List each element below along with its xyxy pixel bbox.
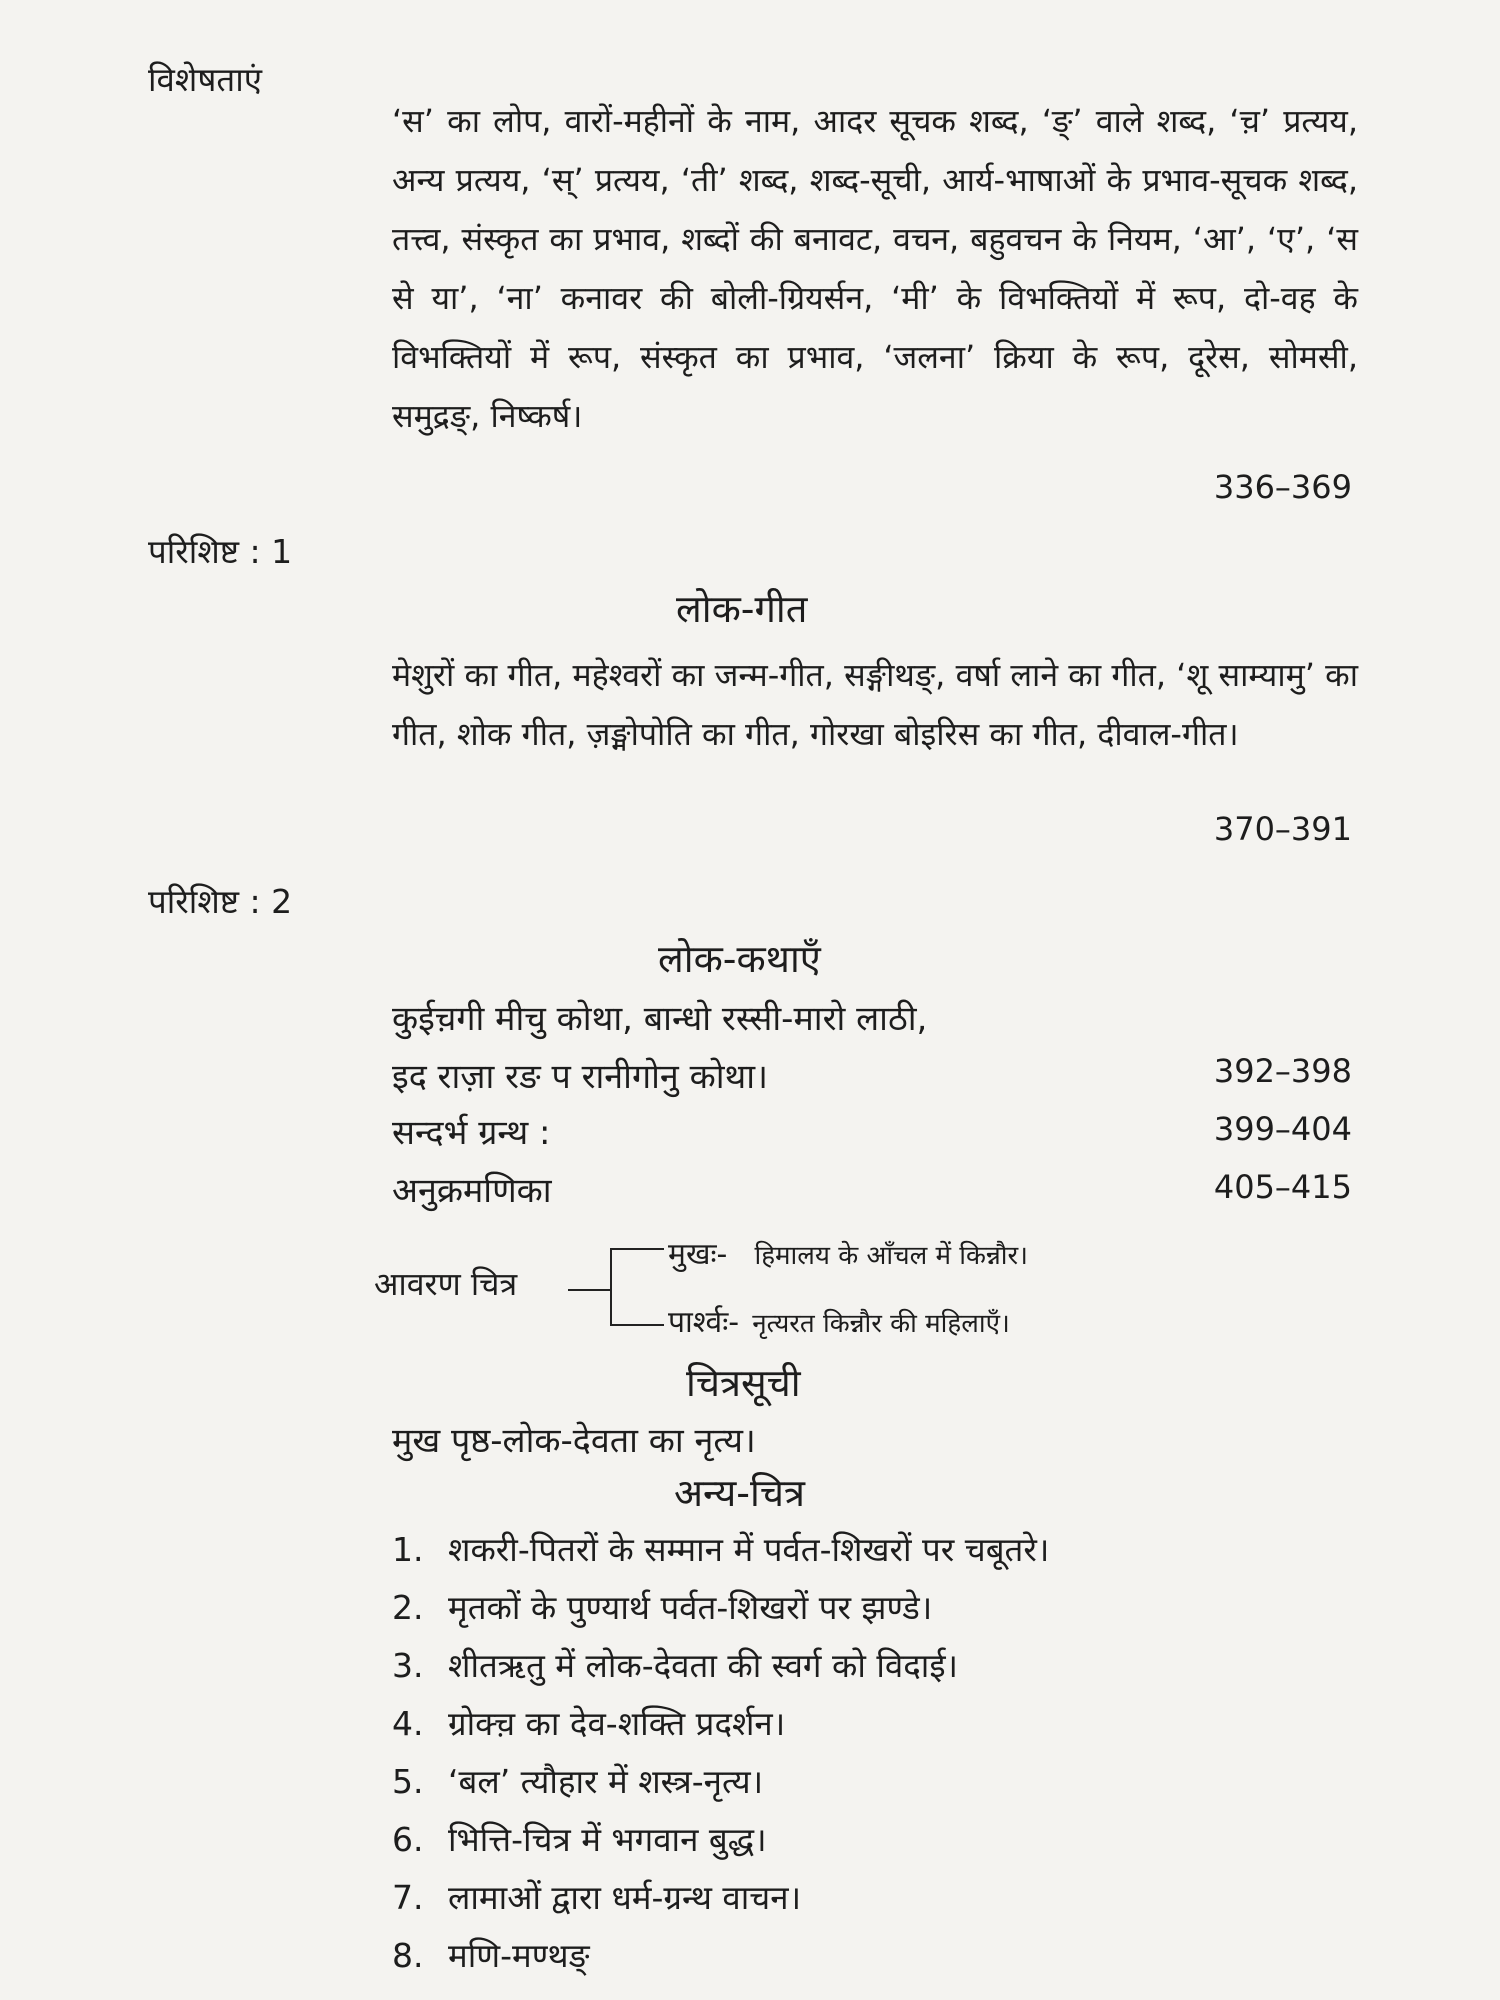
list-item: 8. मणि-मण्थङ् (392, 1936, 590, 1975)
list-item: 2. मृतकों के पुण्यार्थ पर्वत-शिखरों पर झण्डे। (392, 1588, 933, 1627)
cover-label: आवरण चित्र (374, 1265, 518, 1303)
features-paragraph: ‘स’ का लोप, वारों-महीनों के नाम, आदर सूचक शब्द, ‘ङ्’ वाले शब्द, ‘च़’ प्रत्यय, अन्य प्रत्यय, ‘स्’ प्रत्यय, ‘ती’ शब्द, शब्द-सूची, आर्य-भाषाओं के प्रभाव-सूचक शब्द, तत्त्व, संस्कृत का प्रभाव, शब्दों की बनावट, वचन, बहुवचन के नियम, ‘आ’, ‘ए’, ‘स से या’, ‘ना’ कनावर की बोली-ग्रियर्सन, ‘मी’ के विभक्तियों में रूप, दो-वह के विभक्तियों में रूप, संस्कृत का प्रभाव, ‘जलना’ क्रिया के रूप, दूरेस, सोमसी, समुद्रङ्, निष्कर्ष। (392, 102, 1358, 435)
list-item: 6. भित्ति-चित्र में भगवान बुद्ध। (392, 1820, 767, 1859)
list-item: 5. ‘बल’ त्यौहार में शस्त्र-नृत्य। (392, 1762, 764, 1801)
appendix2-label: परिशिष्ट : 2 (148, 882, 293, 921)
appendix2-pages: 392–398 (1213, 1052, 1352, 1090)
list-item: 7. लामाओं द्वारा धर्म-ग्रन्थ वाचन। (392, 1878, 802, 1917)
appendix2-line2: इद राज़ा रङ प रानीगोनु कोथा। (392, 1057, 768, 1097)
cover-side-value: नृत्यरत किन्नौर की महिलाएँ। (752, 1309, 1010, 1339)
cover-side-row (668, 1300, 1010, 1341)
index-pages: 405–415 (1213, 1168, 1352, 1206)
cover-side-key: पार्श्वः- (668, 1305, 740, 1340)
cover-front-key: मुखः- (668, 1237, 728, 1272)
list-item: 1. शकरी-पितरों के सम्मान में पर्वत-शिखरों पर चबूतरे। (392, 1530, 1050, 1569)
features-heading: विशेषताएं (148, 60, 263, 99)
picture-list-other-title: अन्य-चित्र (674, 1471, 805, 1515)
appendix2-line1: कुईच़गी मीचु कोथा, बान्धो रस्सी-मारो लाठी, (392, 999, 928, 1039)
cover-front-value: हिमालय के आँचल में किन्नौर। (754, 1241, 1029, 1271)
list-item: 4. ग्रोक्च़ का देव-शक्ति प्रदर्शन। (392, 1704, 786, 1743)
cover-front-row (668, 1232, 1028, 1273)
appendix1-label: परिशिष्ट : 1 (148, 532, 293, 571)
appendix1-paragraph: मेशुरों का गीत, महेश्वरों का जन्म-गीत, सङ्गीथङ्, वर्षा लाने का गीत, ‘शू साम्यामु’ का गीत, शोक गीत, ज़ङ्मोपोति का गीत, गोरखा बोइरिस का गीत, दीवाल-गीत। (392, 656, 1358, 753)
features-pages: 336–369 (1213, 468, 1352, 506)
list-item: 3. शीतऋतु में लोक-देवता की स्वर्ग को विदाई। (392, 1646, 959, 1685)
references-pages: 399–404 (1213, 1110, 1352, 1148)
picture-list-title: चित्रसूची (686, 1361, 801, 1405)
references-label: सन्दर्भ ग्रन्थ : (392, 1113, 551, 1153)
index-label: अनुक्रमणिका (392, 1171, 552, 1211)
appendix1-pages: 370–391 (1213, 810, 1352, 848)
picture-list-front: मुख पृष्ठ-लोक-देवता का नृत्य। (392, 1421, 756, 1461)
appendix2-title: लोक-कथाएँ (658, 937, 821, 981)
appendix1-title: लोक-गीत (676, 587, 808, 631)
